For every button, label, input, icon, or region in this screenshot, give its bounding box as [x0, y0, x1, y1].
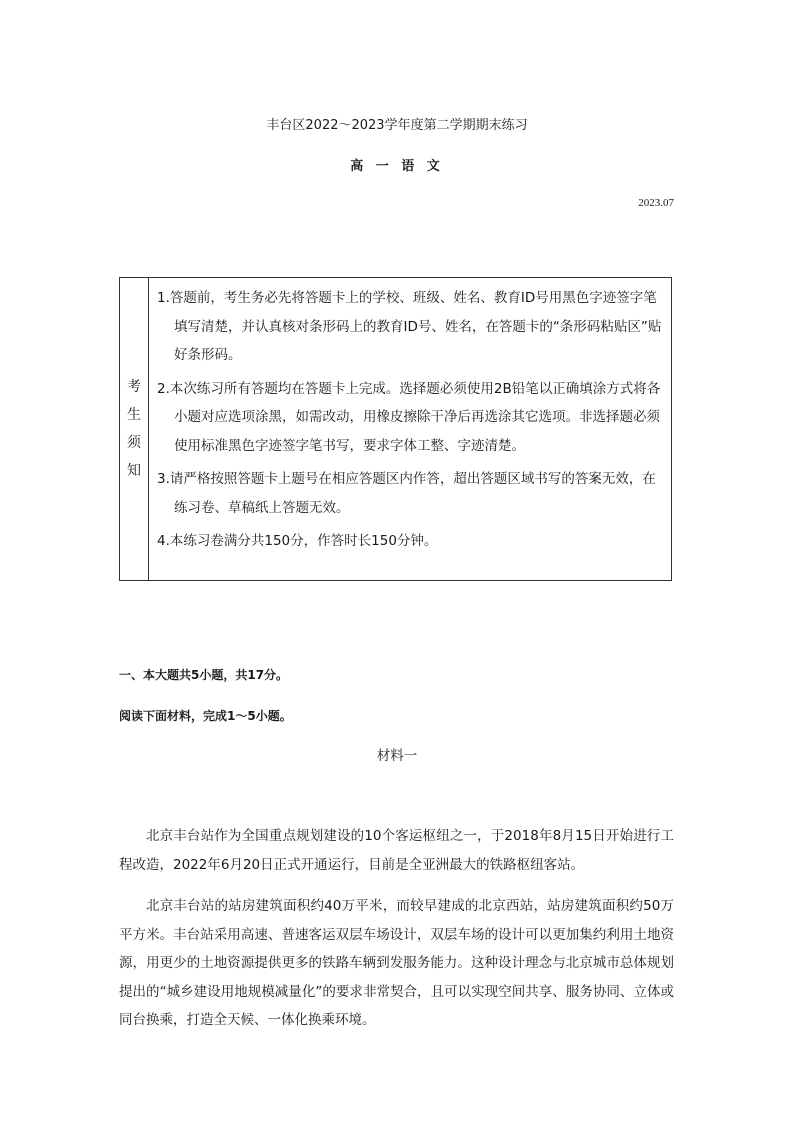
notice-items — [157, 284, 667, 561]
notice-label-char: 考 — [127, 379, 141, 395]
material-title: 材料一 — [376, 748, 418, 764]
notice-item: 4.本练习卷满分共150分，作答时长150分钟。 — [157, 533, 438, 549]
material-paragraph: 北京丰台站的站房建筑面积约40万平米，而较早建成的北京西站，站房建筑面积约50万平方米。丰台站采用高速、普速客运双层车场设计，双层车场的设计可以更加集约利用土地资源，用更少的土地资源提供更多的铁路车辆到发服务能力。这种设计理念与北京城市总体规划提出的“城乡建设用地规模减量化”的要求非常契合，且可以实现空间共享、服务协同、立体或同台换乘，打造全天候、一体化换乘环境。 — [119, 898, 674, 1028]
notice-item: 3.请严格按照答题卡上题号在相应答题区内作答，超出答题区域书写的答案无效，在练习卷、草稿纸上答题无效。 — [157, 471, 656, 516]
material-paragraph: 北京丰台站作为全国重点规划建设的10个客运枢纽之一，于2018年8月15日开始进行工程改造，2022年6月20日正式开通运行，目前是全亚洲最大的铁路枢纽客站。 — [119, 828, 674, 873]
notice-label-char: 须 — [127, 435, 141, 451]
notice-label-char: 生 — [127, 407, 141, 423]
section-heading: 一、本大题共5小题，共17分。 — [119, 668, 289, 682]
notice-item: 1.答题前，考生务必先将答题卡上的学校、班级、姓名、教育ID号用黑色字迹签字笔填写清楚，并认真核对条形码上的教育ID号、姓名，在答题卡的“条形码粘贴区”贴好条形码。 — [157, 290, 662, 363]
notice-item: 2.本次练习所有答题均在答题卡上完成。选择题必须使用2B铅笔以正确填涂方式将各小题对应选项涂黑，如需改动，用橡皮擦除干净后再选涂其它选项。非选择题必须使用标准黑色字迹签字笔书写，要求字体工整、字迹清楚。 — [157, 380, 661, 454]
candidate-notice-box — [119, 277, 672, 581]
exam-title: 丰台区2022～2023学年度第二学期期末练习 — [266, 118, 528, 133]
notice-label-char: 知 — [127, 463, 141, 479]
exam-date: 2023.07 — [638, 197, 674, 209]
exam-subject: 高 一 语 文 — [350, 159, 444, 174]
section-instruction: 阅读下面材料，完成1～5小题。 — [119, 709, 292, 723]
notice-label — [120, 278, 149, 580]
